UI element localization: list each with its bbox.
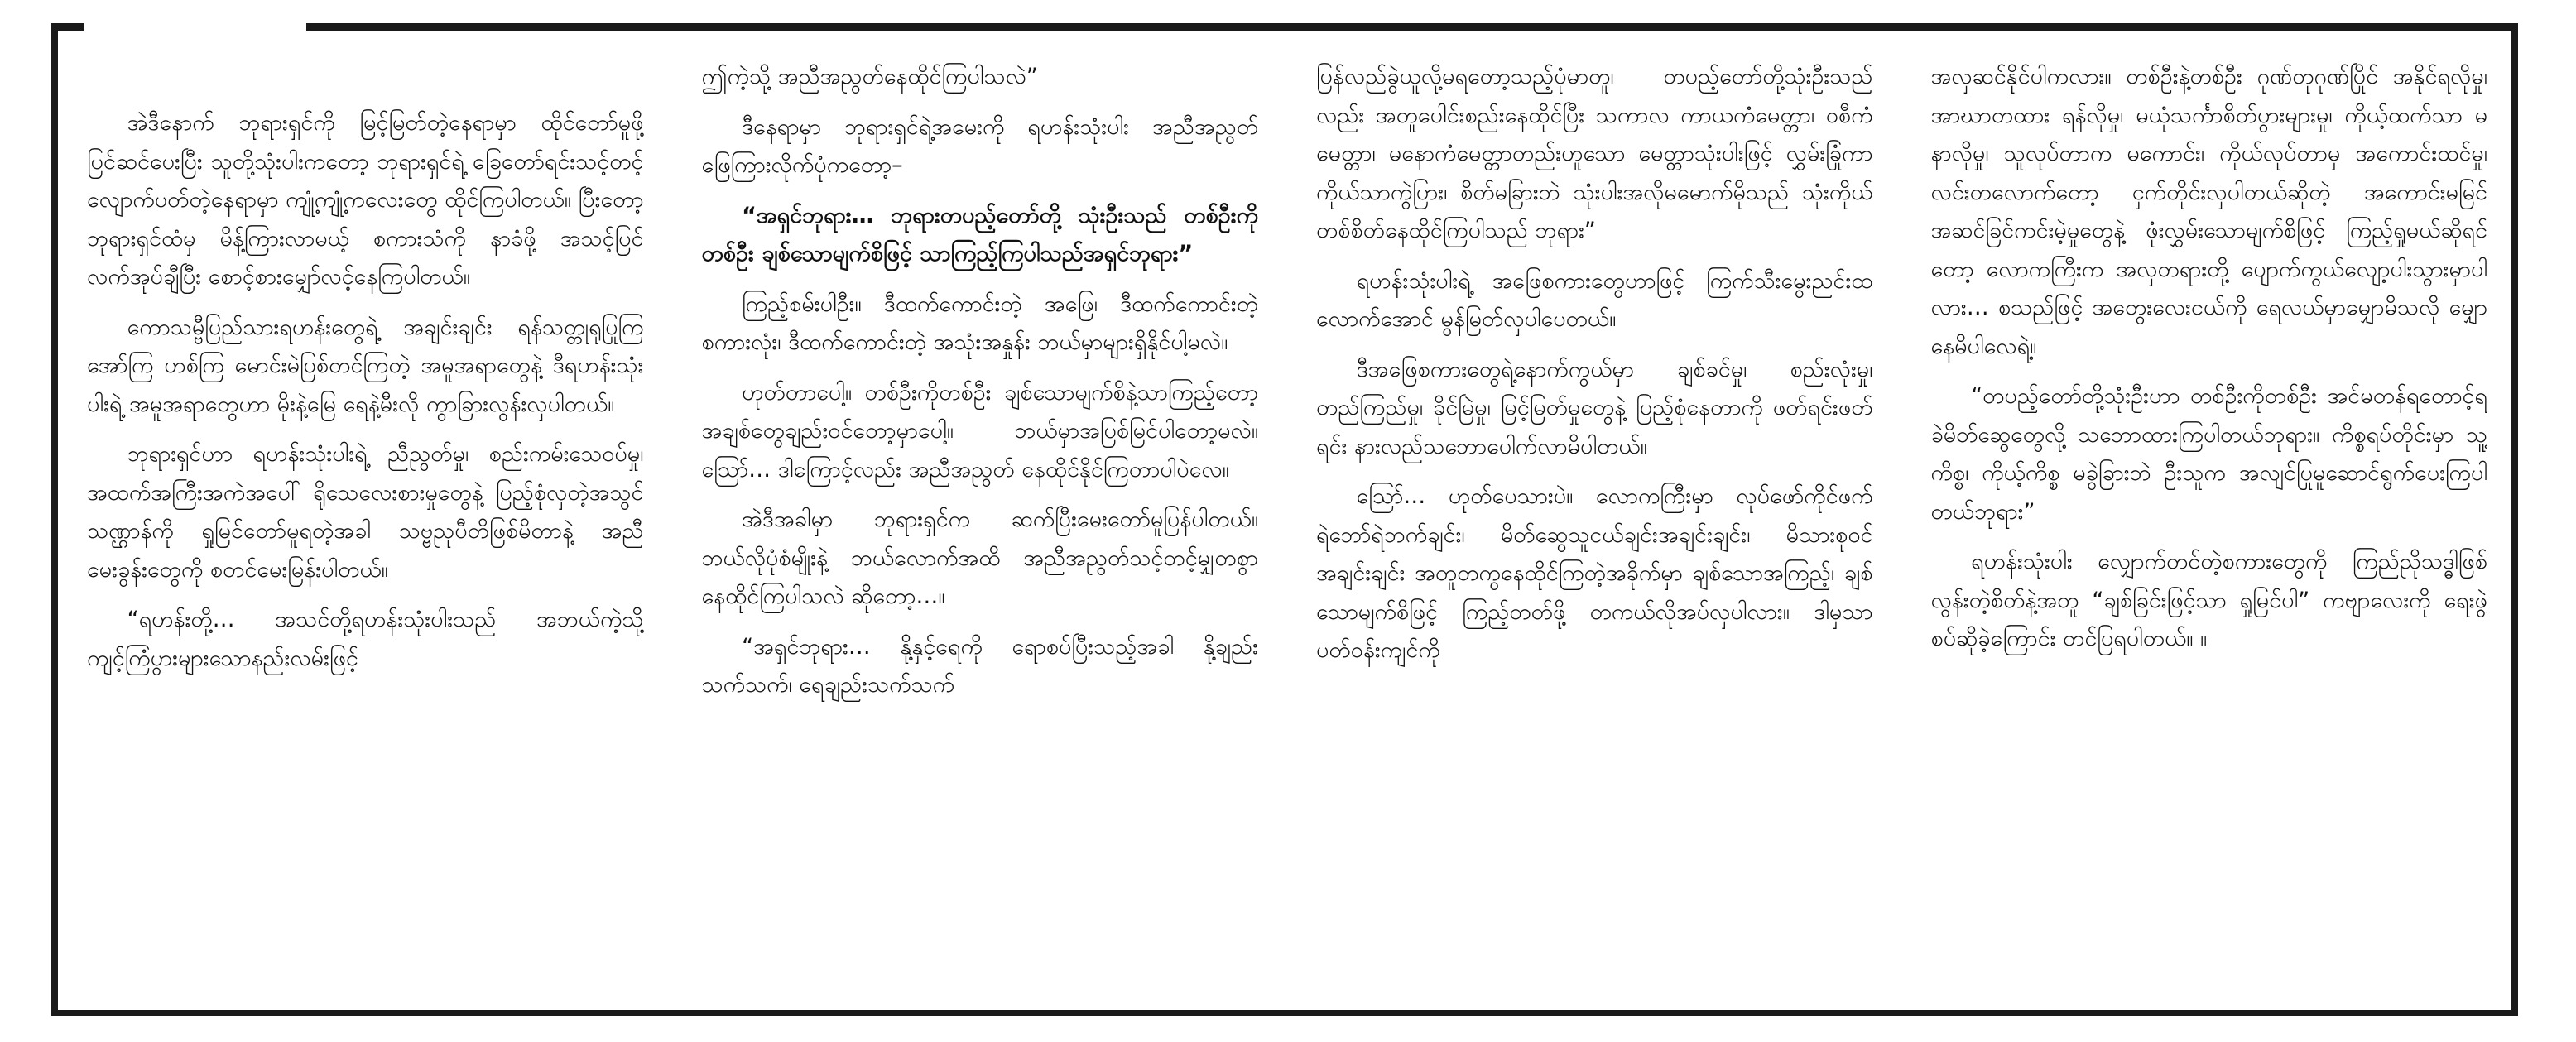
paragraph: ကောသမ္ဗီပြည်သားရဟန်းတွေရဲ့ အချင်းချင်း ရန်သတ္တုရုပြုကြ အော်ကြ ဟစ်ကြ မောင်းမဲပြစ်တင်ကြတဲ့ အမူအရာတွေနဲ့ ဒီရဟန်းသုံးပါးရဲ့ အမူအရာတွေဟာ မိုးနဲ့မြေ ရေနဲ့မီးလို ကွာခြားလွန်းလှပါတယ်။ [87,314,644,417]
paragraph: အဲဒီနောက် ဘုရားရှင်ကို မြင့်မြတ်တဲ့နေရာမှာ ထိုင်တော်မူဖို့ ပြင်ဆင်ပေးပြီး သူတို့သုံးပါးကတော့ ဘုရားရှင်ရဲ့ ခြေတော်ရင်းသင့်တင့်လျောက်ပတ်တဲ့နေရာမှာ ကျုံ့ကျုံ့ကလေးတွေ ထိုင်ကြပါတယ်။ ပြီးတော့ ဘုရားရှင်ထံမှ မိန့်ကြားလာမယ့် စကားသံကို နာခံဖို့ အသင့်ပြင်လက်အုပ်ချီပြီး စောင့်စားမျှော်လင့်နေကြပါတယ်။ [87,110,644,290]
paragraph: ရဟန်းသုံးပါး လျှောက်တင်တဲ့စကားတွေကို ကြည်ညိုသဒ္ဓါဖြစ်လွန်းတဲ့စိတ်နဲ့အတူ “ချစ်ခြင်းဖြင့်သာ ရှုမြင်ပါ” ကဗျာလေးကို ရေးဖွဲ့စပ်ဆိုခဲ့ကြောင်း တင်ပြရပါတယ်။ ။ [1930,549,2487,651]
column-2 [702,58,1259,993]
top-border-left [51,23,84,31]
paragraph: ပြန်လည်ခွဲယူလို့မရတော့သည့်ပုံမာတူ၊ တပည့်တော်တို့သုံးဦးသည်လည်း အတူပေါင်းစည်းနေထိုင်ပြီး သကာလ ကာယကံမေတ္တာ၊ ဝစီကံမေတ္တာ၊ မနောကံမေတ္တာတည်းဟူသော မေတ္တာသုံးပါးဖြင့် လွှမ်းခြုံကာ ကိုယ်သာကွဲပြား၊ စိတ်မခြားဘဲ သုံးပါးအလိုမမောက်မိုသည် သုံးကိုယ်တစ်စိတ်နေထိုင်ကြပါသည် ဘုရား” [1316,64,1873,243]
column-3 [1316,58,1873,993]
paragraph: ဒီနေရာမှာ ဘုရားရှင်ရဲ့အမေးကို ရဟန်းသုံးပါး အညီအညွတ်ဖြေကြားလိုက်ပုံကတော့– [701,113,1258,178]
paragraph: “တပည့်တော်တို့သုံးဦးဟာ တစ်ဦးကိုတစ်ဦး အင်မတန်ရတောင့်ရခဲမိတ်ဆွေတွေလို့ သဘောထားကြပါတယ်ဘုရား။ ကိစ္စရပ်တိုင်းမှာ သူ့ကိစ္စ၊ ကိုယ့်ကိစ္စ မခွဲခြားဘဲ ဦးသူက အလျင်ပြုမူဆောင်ရွက်ပေးကြပါတယ်ဘုရား” [1930,383,2487,525]
paragraph: ဪ… ဟုတ်ပေသားပဲ။ လောကကြီးမှာ လုပ်ဖော်ကိုင်ဖက် ရဲဘော်ရဲဘက်ချင်း၊ မိတ်ဆွေသူငယ်ချင်းအချင်းချင်း၊ မိသားစုဝင်အချင်းချင်း အတူတကွနေထိုင်ကြတဲ့အခိုက်မှာ ချစ်သောအကြည့်၊ ချစ်သောမျက်စိဖြင့် ကြည့်တတ်ဖို့ တကယ်လိုအပ်လှပါလား။ ဒါမှသာ ပတ်ဝန်းကျင်ကို [1316,483,1873,663]
paragraph: အလှဆင်နိုင်ပါကလား။ တစ်ဦးနဲ့တစ်ဦး ဂုဏ်တုဂုဏ်ပြိုင် အနိုင်ရလိုမှု၊ အာဃာတထား ရန်လိုမှု၊ မယုံသင်္ကာစိတ်ပွားများမှု၊ ကိုယ့်ထက်သာ မနာလိုမှု၊ သူလုပ်တာက မကောင်း၊ ကိုယ်လုပ်တာမှ အကောင်းထင်မှု၊ လင်းတလောက်တော့ ငှက်တိုင်းလှပါတယ်ဆိုတဲ့ အကောင်းမမြင် အဆင်ခြင်ကင်းမဲ့မှုတွေနဲ့ ဖုံးလွှမ်းသောမျက်စိဖြင့် ကြည့်ရှုမယ်ဆိုရင်တော့ လောကကြီးက အလှတရားတို့ ပျောက်ကွယ်လျော့ပါးသွားမှာပါလား… စသည်ဖြင့် အတွေးလေးငယ်ကို ရေလယ်မှာမျှောမိသလို မျှောနေမိပါလေရဲ့။ [1930,64,2487,359]
paragraph: “ရဟန်းတို့… အသင်တို့ရဟန်းသုံးပါးသည် အဘယ်ကဲ့သို့ ကျင့်ကြံပွားများသောနည်းလမ်းဖြင့် [87,607,644,671]
top-border-right [306,23,2518,31]
paragraph: ဘုရားရှင်ဟာ ရဟန်းသုံးပါးရဲ့ ညီညွတ်မှု၊ စည်းကမ်းသေဝပ်မှု၊ အထက်အကြီးအကဲအပေါ် ရိုသေလေးစားမှုတွေနဲ့ ပြည့်စုံလှတဲ့အသွင်သဏ္ဌာန်ကို ရှုမြင်တော်မူရတဲ့အခါ သဗ္ဗညုပီတိဖြစ်မိတာနဲ့ အညီ မေးခွန်းတွေကို စတင်မေးမြန်းပါတယ်။ [87,441,644,583]
paragraph: ရဟန်းသုံးပါးရဲ့ အဖြေစကားတွေဟာဖြင့် ကြက်သီးမွေးညင်းထလောက်အောင် မွန်မြတ်လှပါပေတယ်။ [1316,267,1873,332]
paragraph: ကြည့်စမ်းပါဦး။ ဒီထက်ကောင်းတဲ့ အဖြေ၊ ဒီထက်ကောင်းတဲ့စကားလုံး၊ ဒီထက်ကောင်းတဲ့ အသုံးအနှုန်း ဘယ်မှာများရှိနိုင်ပါ့မလဲ။ [701,291,1258,355]
quote-paragraph: “အရှင်ဘုရား… ဘုရားတပည့်တော်တို့ သုံးဦးသည် တစ်ဦးကိုတစ်ဦး ချစ်သောမျက်စိဖြင့် သာကြည့်ကြပါသည်အရှင်ဘုရား” [701,202,1258,267]
paragraph: ဒီအဖြေစကားတွေရဲ့နောက်ကွယ်မှာ ချစ်ခင်မှု၊ စည်းလုံးမှု၊ တည်ကြည်မှု၊ ခိုင်မြဲမှု၊ မြင့်မြတ်မှုတွေနဲ့ ပြည့်စုံနေတာကို ဖတ်ရင်းဖတ်ရင်း နားလည်သဘောပေါက်လာမိပါတယ်။ [1316,356,1873,459]
paragraph: “အရှင်ဘုရား… နို့နှင့်ရေကို ရောစပ်ပြီးသည့်အခါ နို့ချည်းသက်သက်၊ ရေချည်းသက်သက် [701,633,1258,698]
paragraph: ဤကဲ့သို့ အညီအညွတ်နေထိုင်ကြပါသလဲ” [701,64,1038,89]
paragraph: အဲဒီအခါမှာ ဘုရားရှင်က ဆက်ပြီးမေးတော်မူပြန်ပါတယ်။ ဘယ်လိုပုံစံမျိုးနဲ့ ဘယ်လောက်အထိ အညီအညွတ်သင့်တင့်မျှတစွာ နေထိုင်ကြပါသလဲ ဆိုတော့…။ [701,507,1258,609]
article-body [87,58,2487,993]
column-4 [1931,58,2488,993]
column-1 [87,58,644,993]
paragraph: ဟုတ်တာပေါ့။ တစ်ဦးကိုတစ်ဦး ချစ်သောမျက်စိနဲ့သာကြည့်တော့ အချစ်တွေချည်းဝင်တော့မှာပေါ့။ ဘယ်မှာအပြစ်မြင်ပါတော့မလဲ။ ဪ… ဒါကြောင့်လည်း အညီအညွတ် နေထိုင်နိုင်ကြတာပါပဲလေ။ [701,379,1258,483]
